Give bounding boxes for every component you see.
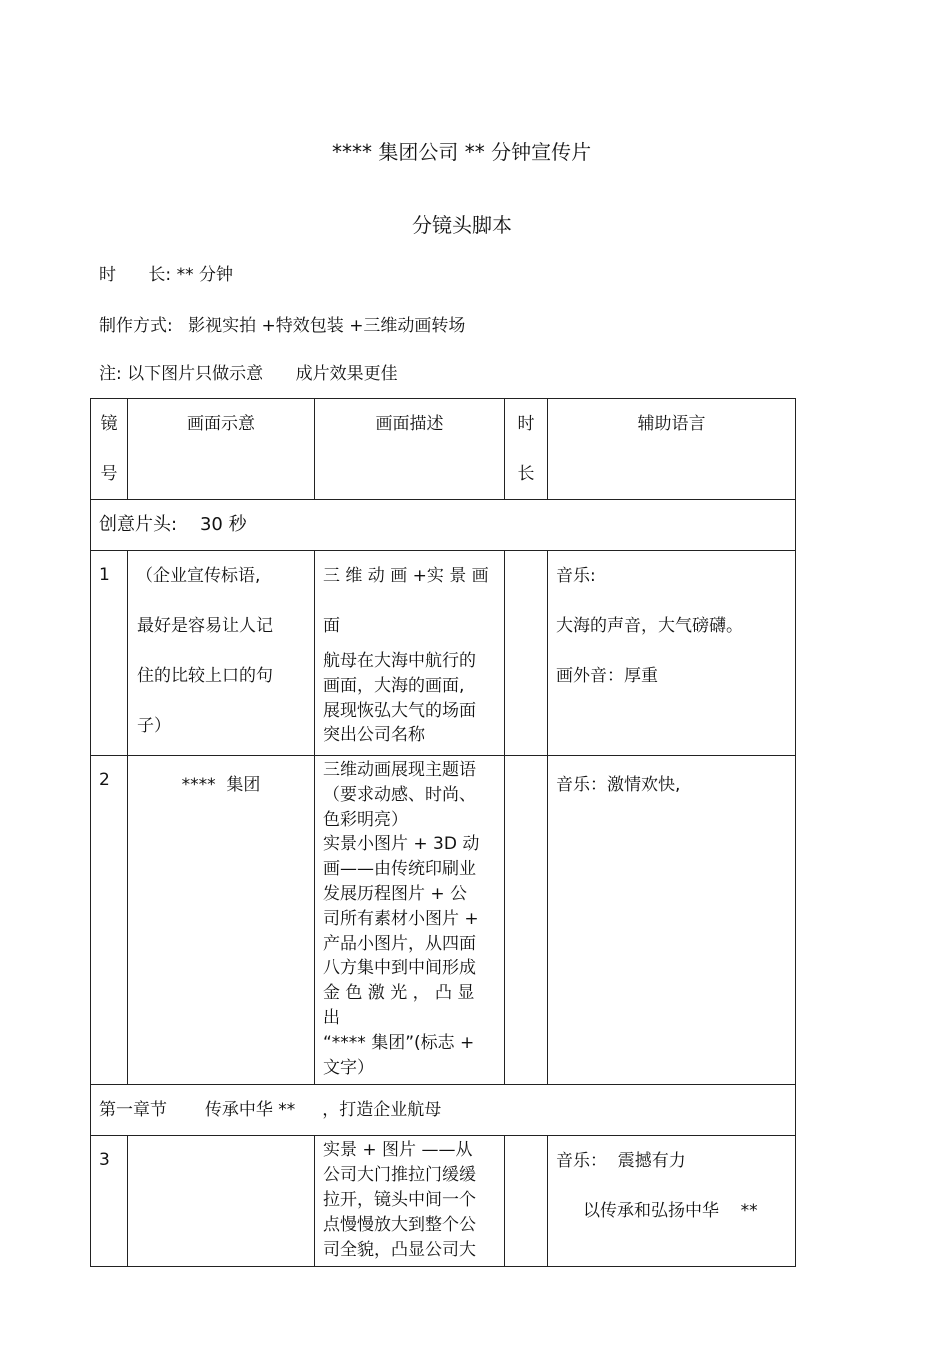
header-shot-line1: 镜 (100, 414, 118, 434)
description-cell (315, 551, 505, 756)
description-line: 三 维 动 画 +实 景 画 (323, 566, 489, 586)
note-label: 注: (99, 364, 122, 384)
description-line: 面 (323, 616, 340, 636)
storyboard-table (90, 398, 796, 1267)
header-description: 画面描述 (315, 399, 505, 500)
language-line: 画外音：厚重 (556, 666, 658, 686)
language-line: 音乐： 震撼有力 (556, 1151, 686, 1172)
document-subtitle: 分镜头脚本 (412, 213, 512, 237)
picture-line: 住的比较上口的句 (137, 666, 273, 686)
language-cell (548, 551, 796, 756)
picture-cell (128, 1136, 315, 1267)
section-chapter1: 第一章节 传承中华 ** ，打造企业航母 (91, 1085, 796, 1136)
language-cell: 音乐：激情欢快, (548, 756, 796, 1085)
shot-number: 1 (91, 551, 128, 756)
language-line: 大海的声音，大气磅礴。 (556, 616, 743, 636)
picture-line: 子） (137, 716, 171, 736)
document-title: **** 集团公司 ** 分钟宣传片 (332, 140, 592, 164)
picture-cell (128, 551, 315, 756)
note-line (99, 359, 398, 384)
section-row-chapter1 (91, 1085, 796, 1136)
section-opening: 创意片头: 30 秒 (91, 500, 796, 551)
header-row (91, 399, 796, 500)
table-row (91, 551, 796, 756)
method-value: 影视实拍 +特效包装 +三维动画转场 (188, 316, 466, 336)
table-row (91, 1136, 796, 1267)
header-picture: 画面示意 (128, 399, 315, 500)
time-cell (505, 551, 548, 756)
picture-line: （企业宣传标语, (136, 566, 261, 586)
language-line: 音乐: (556, 566, 596, 586)
note-value: 以下图片只做示意 成片效果更佳 (127, 364, 398, 384)
description-cell: 三维动画展现主题语 （要求动感、时尚、 色彩明亮） 实景小图片 + 3D 动 画——由传统印刷业 发展历程图片 + 公 司所有素材小图片 + 产品小图片，从四面 八方集中到中间形成 金 色 激 光 ， 凸 显 出 “**** 集团”(标志 + 文字） (315, 756, 505, 1085)
duration-label: 时 长: (99, 265, 172, 285)
section-row-opening (91, 500, 796, 551)
picture-line: 最好是容易让人记 (137, 616, 273, 636)
time-cell (505, 756, 548, 1085)
duration-line (99, 260, 233, 285)
header-time-line1: 时 (517, 414, 535, 434)
time-cell (505, 1136, 548, 1267)
table-row (91, 756, 796, 1085)
shot-number: 3 (91, 1136, 128, 1267)
duration-value: ** 分钟 (176, 265, 233, 285)
method-label: 制作方式: (99, 316, 173, 336)
picture-text: **** 集团 (181, 775, 261, 795)
description-text: 航母在大海中航行的 画面，大海的画面, 展现恢弘大气的场面 突出公司名称 (323, 651, 476, 746)
description-cell: 实景 + 图片 ——从 公司大门推拉门缓缓 拉开，镜头中间一个 点慢慢放大到整个公 司全貌，凸显公司大 (315, 1136, 505, 1267)
header-time (505, 399, 548, 500)
header-shot-line2: 号 (100, 464, 118, 484)
header-time-line2: 长 (517, 464, 535, 484)
method-line (99, 311, 465, 336)
language-line: 以传承和弘扬中华 ** (556, 1201, 758, 1222)
shot-number: 2 (91, 756, 128, 1085)
header-language: 辅助语言 (548, 399, 796, 500)
language-cell (548, 1136, 796, 1267)
header-shot-no (91, 399, 128, 500)
picture-cell (128, 756, 315, 1085)
